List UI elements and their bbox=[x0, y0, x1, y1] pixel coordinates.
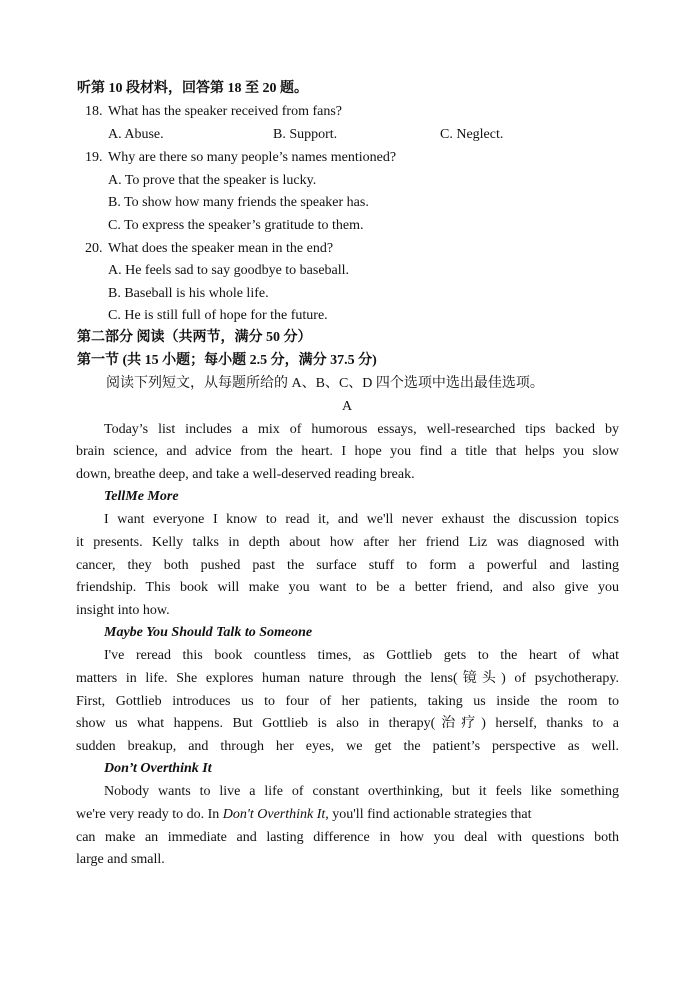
question-number: 19. bbox=[85, 150, 103, 165]
book-line: First, Gottlieb introduces us to four of her patients, taking us inside the room to bbox=[76, 694, 619, 709]
intro-line: Today’s list includes a mix of humorous essays, well-researched tips backed by bbox=[104, 422, 619, 437]
intro-line: brain science, and advice from the heart. I hope you find a title that helps you slow bbox=[76, 444, 619, 459]
book-line: insight into how. bbox=[76, 603, 170, 618]
option-b: B. Support. bbox=[273, 127, 338, 142]
option-c: C. To express the speaker’s gratitude to them. bbox=[108, 218, 364, 233]
book-line: show us what happens. But Gottlieb is also in therapy(治疗) herself, thanks to a bbox=[76, 716, 619, 731]
question-number: 20. bbox=[85, 241, 103, 256]
question-number: 18. bbox=[85, 104, 103, 119]
question-text: What has the speaker received from fans? bbox=[108, 104, 342, 119]
book-line: I want everyone I know to read it, and we'll never exhaust the discussion topics bbox=[104, 512, 619, 527]
book-line-part: we're very ready to do. In bbox=[76, 807, 223, 822]
book-title-inline: Don't Overthink It bbox=[222, 807, 326, 822]
option-b: B. Baseball is his whole life. bbox=[108, 286, 269, 301]
option-a: A. Abuse. bbox=[108, 127, 164, 142]
book-line: it presents. Kelly talks in depth about how after her friend Liz was diagnosed with bbox=[76, 535, 619, 550]
book-line: I've reread this book countless times, as Gottlieb gets to the heart of what bbox=[104, 648, 619, 663]
book-line: large and small. bbox=[76, 852, 165, 867]
book-title: Don’t Overthink It bbox=[104, 761, 212, 776]
book-line: friendship. This book will make you want to be a better friend, and also give you bbox=[76, 580, 619, 595]
book-line: matters in life. She explores human nature through the lens(镜头) of psychotherapy. bbox=[76, 671, 619, 686]
question-text: What does the speaker mean in the end? bbox=[108, 241, 334, 256]
question-text: Why are there so many people’s names mentioned? bbox=[108, 150, 397, 165]
book-line: cancer, they both pushed past the surface stuff to form a powerful and lasting bbox=[76, 558, 619, 573]
book-line: sudden breakup, and through her eyes, we get the patient’s perspective as well. bbox=[76, 739, 619, 754]
option-a: A. To prove that the speaker is lucky. bbox=[108, 173, 317, 188]
instruction: 阅读下列短文，从每题所给的 A、B、C、D 四个选项中选出最佳选项。 bbox=[106, 376, 544, 391]
part-title: 第二部分 阅读（共两节，满分 50 分） bbox=[77, 330, 312, 345]
book-line: can make an immediate and lasting difference in how you deal with questions both bbox=[76, 830, 619, 845]
book-line-mixed bbox=[76, 805, 619, 825]
intro-line: down, breathe deep, and take a well-deserved reading break. bbox=[76, 467, 415, 482]
option-b: B. To show how many friends the speaker has. bbox=[108, 195, 369, 210]
book-title: Maybe You Should Talk to Someone bbox=[104, 625, 313, 640]
option-a: A. He feels sad to say goodbye to baseball. bbox=[108, 263, 350, 278]
section-title: 第一节 (共 15 小题；每小题 2.5 分，满分 37.5 分) bbox=[77, 353, 377, 368]
book-title: TellMe More bbox=[104, 489, 179, 504]
option-c: C. Neglect. bbox=[440, 127, 504, 142]
listening-header: 听第 10 段材料，回答第 18 至 20 题。 bbox=[77, 81, 308, 96]
book-line: Nobody wants to live a life of constant overthinking, but it feels like something bbox=[104, 784, 619, 799]
option-c: C. He is still full of hope for the future. bbox=[108, 308, 328, 323]
passage-label: A bbox=[342, 399, 353, 414]
options-row bbox=[0, 125, 695, 145]
book-line-part: , you'll find actionable strategies that bbox=[325, 807, 532, 822]
